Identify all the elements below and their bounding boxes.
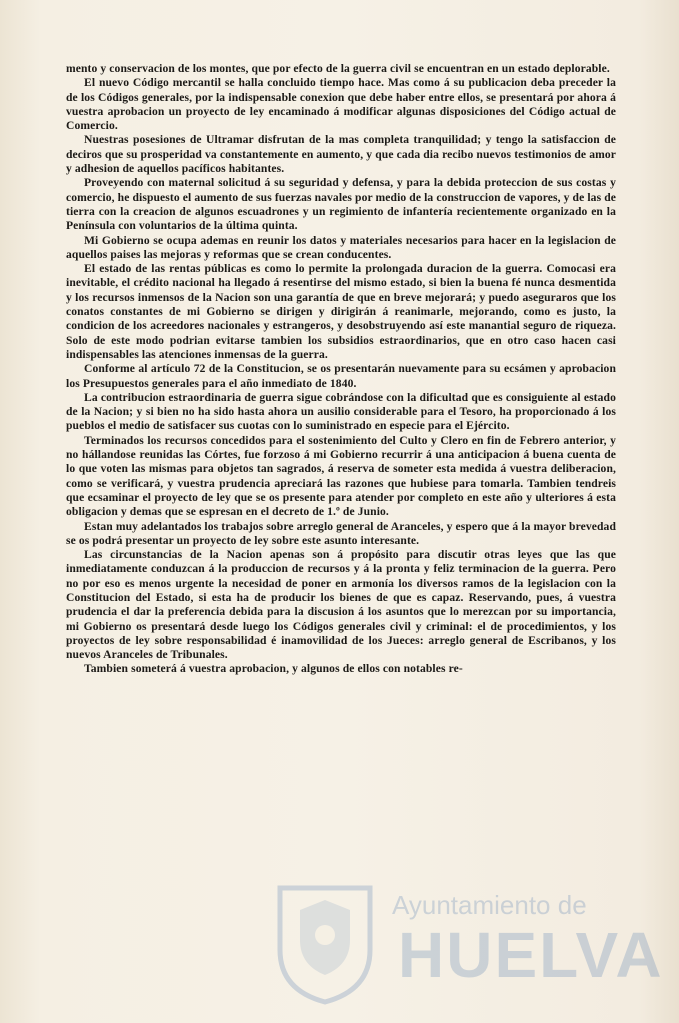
paragraph: La contribucion estraordinaria de guerra sigue cobrándose con la dificultad que es consiguiente al estado de la Nacion; y si bien no ha sido hasta ahora un ausilio considerable para el Tesoro, ha proporcionado á los pueblos el medio de satisfacer sus cuotas con lo suministrado en especie para el Ejército. [66, 390, 616, 433]
paragraph: El nuevo Código mercantil se halla concluido tiempo hace. Mas como á su publicacion deba preceder la de los Códigos generales, por la indispensable conexion que debe haber entre ellos, se presentará por ahora á vuestra aprobacion un proyecto de ley encaminado á modificar algunas disposiciones del Código actual de Comercio. [66, 76, 616, 133]
paragraph: Conforme al artículo 72 de la Constitucion, se os presentarán nuevamente para su ecsámen y aprobacion los Presupuestos generales para el año inmediato de 1840. [66, 362, 616, 390]
document-body [66, 62, 616, 677]
paragraph: mento y conservacion de los montes, que por efecto de la guerra civil se encuentran en un estado deplorable. [66, 62, 610, 75]
coat-of-arms-icon [270, 880, 380, 1005]
paragraph: Mi Gobierno se ocupa ademas en reunir los datos y materiales necesarios para hacer en la legislacion de aquellos paises las mejoras y reformas que se crean conducentes. [66, 233, 616, 261]
watermark [270, 880, 664, 1010]
watermark-line1: Ayuntamiento de [392, 890, 587, 920]
paragraph: Nuestras posesiones de Ultramar disfrutan de la mas completa tranquilidad; y tengo la satisfaccion de deciros que su prosperidad va constantemente en aumento, y que cada dia recibo nuevos testimonios de amor y adhesion de aquellos pacíficos habitantes. [66, 133, 616, 176]
paragraph: Tambien someterá á vuestra aprobacion, y algunos de ellos con notables re- [84, 662, 463, 676]
paragraph: Estan muy adelantados los trabajos sobre arreglo general de Aranceles, y espero que á la mayor brevedad se os podrá presentar un proyecto de ley sobre este asunto interesante. [66, 519, 616, 547]
paragraph: Las circunstancias de la Nacion apenas son á propósito para discutir otras leyes que las que inmediatamente conduzcan á la produccion de recursos y á la pronta y feliz terminacion de la guerra. Pero no por eso es menos urgente la necesidad de poner en armonía los diversos ramos de la legislacion con la Constitucion del Estado, si esta ha de producir los bienes de que es capaz. Reservando, pues, á vuestra prudencia el dar la preferencia debida para la discusion á los asuntos que lo merezcan por su importancia, mi Gobierno os presentará desde luego los Códigos generales civil y criminal: el de procedimientos, y los proyectos de ley sobre responsabilidad é inamovilidad de los Jueces: arreglo general de Escribanos, y los nuevos Aranceles de Tribunales. [66, 548, 616, 662]
paragraph: El estado de las rentas públicas es como lo permite la prolongada duracion de la guerra. Comocasi era inevitable, el crédito nacional ha llegado á resentirse del mismo estado, si bien la buena fé nunca desmentida y los recursos inmensos de la Nacion son una garantía de que en breve mejorará; y puedo aseguraros que los conatos constantes de mi Gobierno se dirigen y dirigirán á reanimarle, mejorando, como es justo, la condicion de los acreedores nacionales y estrangeros, y desobstruyendo así este manantial seguro de riqueza. Solo de este modo podrian evitarse tambien los subsidios estraordinarios, que en otro caso hacen casi indispensables las atenciones inmensas de la guerra. [66, 262, 616, 361]
watermark-line2: HUELVA [398, 919, 664, 991]
paragraph: Terminados los recursos concedidos para el sostenimiento del Culto y Clero en fin de Febrero anterior, y no hállandose reunidas las Córtes, fue forzoso á mi Gobierno recurrir á una anticipacion á buena cuenta de lo que voten las mismas para objetos tan sagrados, á reserva de someter esta medida á vuestra deliberacion, como se verificará, y vuestra prudencia apreciará las razones que hubiese para tomarla. Tambien tendreis que ecsaminar el proyecto de ley que se os presente para atender por completo en este año y ulteriores á esta obligacion y demas que se espresan en el decreto de 1.º de Junio. [66, 433, 616, 519]
paragraph: Proveyendo con maternal solicitud á su seguridad y defensa, y para la debida proteccion de sus costas y comercio, he dispuesto el aumento de sus fuerzas navales por medio de la construccion de vapores, y de las de tierra con la creacion de algunos escuadrones y un regimiento de infantería recientemente organizado en la Península con voluntarios de la última quinta. [66, 176, 616, 233]
